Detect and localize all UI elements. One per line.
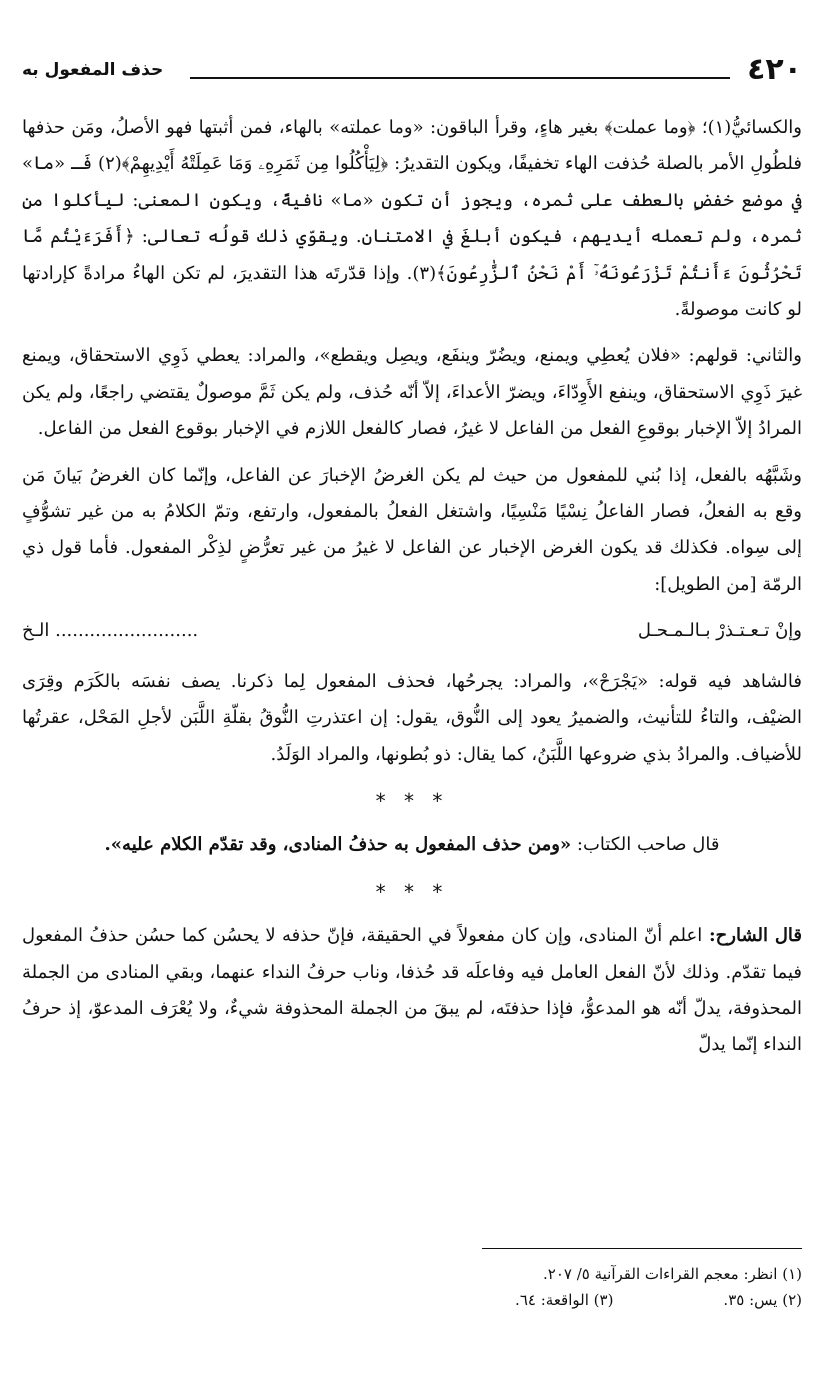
paragraph-1: والكسائيُّ(١)؛ ﴿وما عملت﴾ بغير هاءٍ، وقرأ الباقون: «وما عملته» بالهاء، فمن أثبتها فهو الأصلُ، ومَن حذفها فلطُولِ الأمر بالصلة حُذفت الهاء تخفيفًا، ويكون التقديرُ: ﴿لِيَأْكُلُوا مِن ثَمَرِهِۦ وَمَا عَمِلَتْهُ أَيْدِيهِمْ﴾(٢) فَـ «ما» في موضع خفضٍ بالعطف على ثمره، ويجوز أن تكون «ما» نافيةً، ويكون المعنى: ليأكلوا من ثمره، ولم تعمله أيديهم، فيكون أبلغَ في الامتنان. ويقوّي ذلك قولُه تعالى: ﴿أَفَرَءَيْتُم مَّا تَحْرُثُونَ ءَأَنتُمْ تَزْرَعُونَهُۥٓ أَمْ نَحْنُ ٱلزَّٰرِعُونَ﴾(٣). وإذا قدّرتَه هذا التقديرَ، لم تكن الهاءُ مرادةً كإرادتها لو كانت موصولةً. [22, 117, 802, 321]
main-text [22, 110, 802, 1074]
author-quote-text: «ومن حذف المفعول به حذفُ المنادى، وقد تقدّم الكلام عليه». [104, 834, 572, 856]
author-quote-intro: قال صاحب الكتاب: [571, 834, 720, 856]
paragraph-4: فالشاهد فيه قوله: «يَجْرَحْ»، والمراد: يجرحُها، فحذف المفعول لِما ذكرنا. يصف نفسَه بالكَرَم وقِرَى الضيْف، والتاءُ للتأنيث، والضميرُ يعود إلى النُّوق، يقول: إن اعتذرتِ النُّوقُ بقلّةِ اللَّبَن لأجلِ المَحْل، عقرتُها للأضياف. والمرادُ بذي ضروعها اللَّبَنُ، كما يقال: ذو بُطونها، والمراد الوَلَدُ. [22, 670, 802, 765]
footnote-2: (٢) يس: ٣٥. [723, 1291, 802, 1309]
section-separator-top: * * * [375, 788, 449, 813]
commentary-text: اعلم أنّ المنادى، وإن كان مفعولاً في الحقيقة، فإنّ حذفه لا يحسُن كما حسُن حذفُ المفعول فيما تقدّم. وذلك لأنّ الفعل العامل فيه وفاعلَه قد حُذفا، وناب حرفُ النداء عنهما، وبقي المنادى من الجملة المحذوفة، يدلّ أنّه هو المدعوُّ، فإذا حذفتَه، لم يبقَ من الجملة المحذوفة شيءٌ، ولا يُعْرَف المدعوّ، إذ حرفُ النداء إنّما يدلّ [22, 925, 802, 1056]
author-quote [22, 827, 802, 863]
section-separator-bottom: * * * [375, 879, 449, 904]
chapter-title: حذف المفعول به [22, 60, 164, 80]
paragraph-2: والثاني: قولهم: «فلان يُعطِي ويمنع، ويضُرّ وينفَع، ويصِل ويقطع»، والمراد: يعطي ذَوِي الاستحقاق، ويمنع غيرَ ذَوِي الاستحقاق، وينفع الأَوِدّاءَ، ويضرّ الأعداءَ، إلاّ أنّه حُذف، ولم يكن ثَمَّ موصولٌ يقتضي راجعًا، ولم يكن المرادُ إلاّ الإخبار بوقوعِ الفعل من الفاعل لا غيرُ، فصار كالفعل اللازم في الإخبار بوقوع الفعل من الفاعل. [22, 345, 802, 440]
footnote-rule [482, 1248, 802, 1249]
footnote-1: (١) انظر: معجم القراءات القرآنية ٥/ ٢٠٧. [543, 1265, 802, 1283]
verse-second-hemistich: ......................... الـخ [22, 620, 199, 642]
commentator-label: قال الشارح: [702, 925, 802, 947]
running-header [22, 50, 802, 90]
footnotes [22, 1248, 802, 1313]
poetry-verse [22, 613, 802, 649]
header-rule [190, 77, 730, 79]
paragraph-3: وشَبَّهُه بالفعل، إذا بُني للمفعول من حيث لم يكن الغرضُ الإخبارَ عن الفاعل، وإنّما كان الغرضُ بَيانَ مَن وقع به الفعلُ، فصار الفاعلُ نِسْيًا مَنْسِيًا، واشتغل الفعلُ بالمفعول، وارتفع، وتمّ الكلامُ به من غير تشوُّفٍ إلى سِواه. فكذلك قد يكون الغرض الإخبار عن الفاعل لا غيرُ من غير تعرُّضٍ لذِكْر المفعول. فأما قول ذي الرمّة [من الطويل]: [22, 464, 802, 595]
commentary-paragraph [22, 918, 802, 1064]
verse-first-hemistich: وإنْ تـعـتـذرْ بـالـمـحـل [637, 620, 802, 642]
page-number: ٤٢٠ [747, 52, 802, 87]
footnote-row-2 [22, 1287, 802, 1313]
footnote-3: (٣) الواقعة: ٦٤. [515, 1291, 614, 1309]
